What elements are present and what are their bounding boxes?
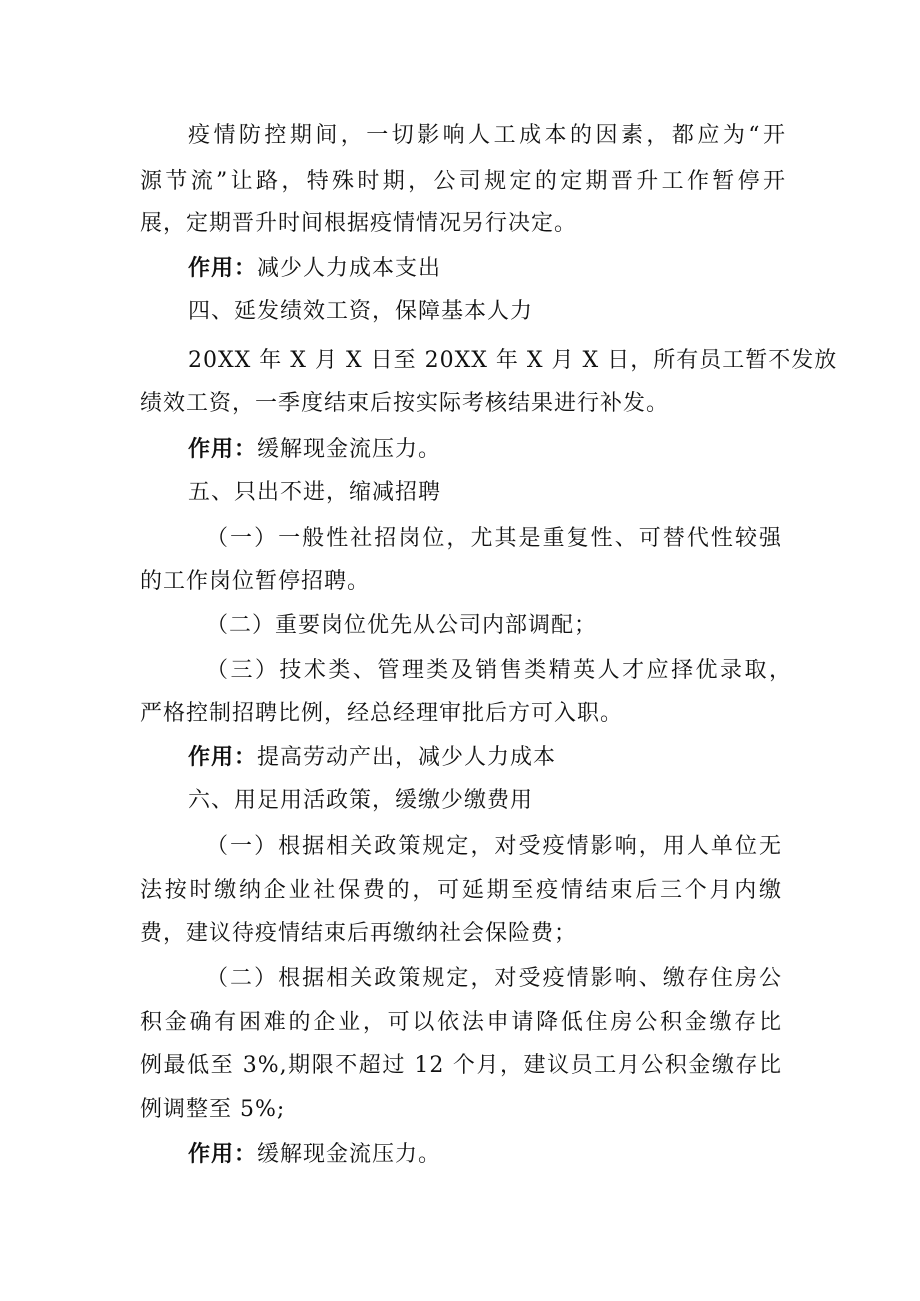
paragraph-line: 例最低至 3%,期限不超过 12 个月，建议员工月公积金缴存比 xyxy=(140,1053,782,1078)
effect-text: 提高劳动产出，减少人力成本 xyxy=(257,745,557,770)
section-heading: 六、用足用活政策，缓缴少缴费用 xyxy=(188,788,534,813)
paragraph-line: 费，建议待疫情结束后再缴纳社会保险费； xyxy=(140,921,578,946)
effect-label: 作用： xyxy=(188,745,258,770)
paragraph-line: 疫情防控期间，一切影响人工成本的因素，都应为“开 xyxy=(188,123,786,148)
effect-text: 缓解现金流压力。 xyxy=(257,1142,442,1167)
section-heading: 四、延发绩效工资，保障基本人力 xyxy=(188,299,534,324)
paragraph-line: （一）根据相关政策规定，对受疫情影响，用人单位无 xyxy=(206,834,782,859)
effect-label: 作用： xyxy=(188,1142,258,1167)
effect-label: 作用： xyxy=(188,437,258,462)
effect-line xyxy=(188,1135,848,1175)
paragraph-line: 源节流”让路，特殊时期，公司规定的定期晋升工作暂停开 xyxy=(140,169,786,194)
paragraph-line: （三）技术类、管理类及销售类精英人才应择优录取， xyxy=(206,658,792,683)
section-heading: 五、只出不进，缩减招聘 xyxy=(188,480,442,505)
effect-text: 减少人力成本支出 xyxy=(257,256,442,281)
paragraph-line: 展，定期晋升时间根据疫情情况另行决定。 xyxy=(140,211,578,236)
paragraph-line: 绩效工资，一季度结束后按实际考核结果进行补发。 xyxy=(140,391,670,416)
paragraph-line: 例调整至 5%; xyxy=(140,1097,286,1122)
paragraph-line: （二）根据相关政策规定，对受疫情影响、缴存住房公 xyxy=(206,966,782,991)
effect-line xyxy=(188,249,848,289)
paragraph-line: 20XX 年 X 月 X 日至 20XX 年 X 月 X 日，所有员工暂不发放 xyxy=(188,348,838,373)
paragraph-line: 严格控制招聘比例，经总经理审批后方可入职。 xyxy=(140,701,624,726)
effect-line xyxy=(188,738,848,778)
paragraph-line: 积金确有困难的企业，可以依法申请降低住房公积金缴存比 xyxy=(140,1010,782,1035)
paragraph-line: （二）重要岗位优先从公司内部调配； xyxy=(206,613,598,638)
paragraph-line: 法按时缴纳企业社保费的，可延期至疫情结束后三个月内缴 xyxy=(140,878,782,903)
effect-label: 作用： xyxy=(188,256,258,281)
paragraph-line: （一）一般性社招岗位，尤其是重复性、可替代性较强 xyxy=(206,526,782,551)
effect-line xyxy=(188,430,848,470)
paragraph-line: 的工作岗位暂停招聘。 xyxy=(140,569,371,594)
effect-text: 缓解现金流压力。 xyxy=(257,437,442,462)
